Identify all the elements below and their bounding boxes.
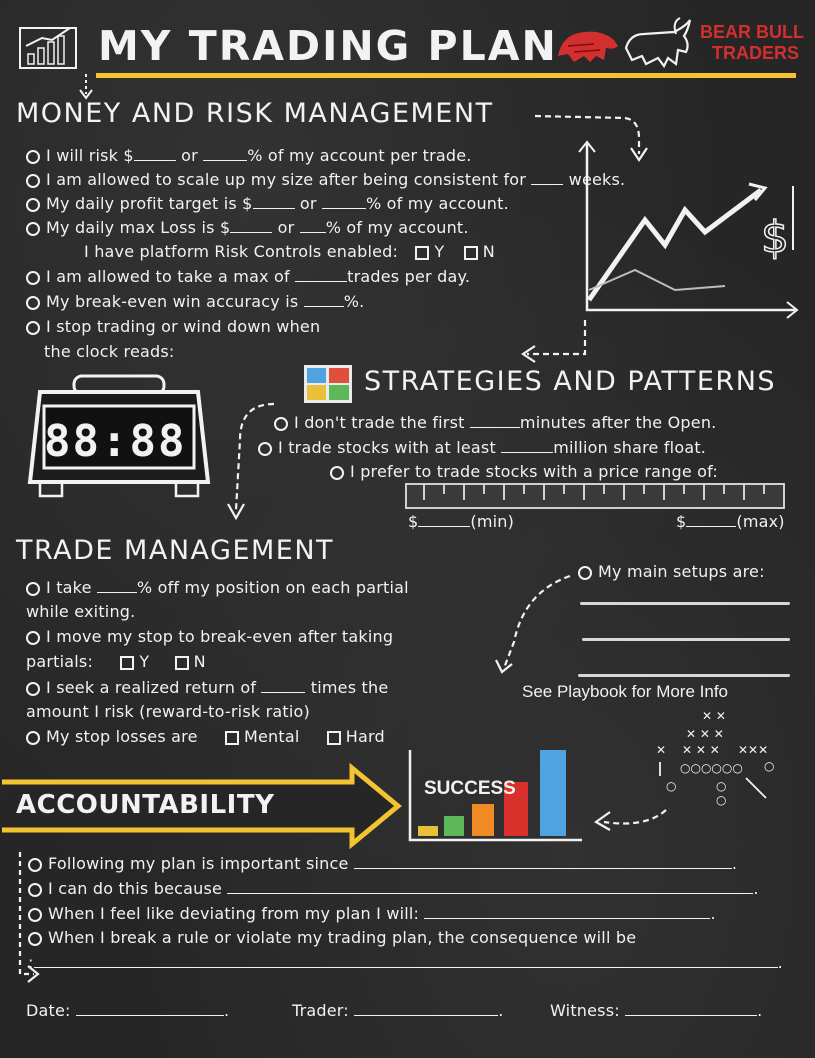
profit-percent-field[interactable]: [322, 194, 366, 209]
text: My main setups are:: [598, 562, 765, 581]
success-label: SUCCESS: [424, 778, 516, 799]
text: My daily profit target is $: [46, 194, 253, 213]
text: I will risk $: [46, 146, 134, 165]
bullet-icon: [26, 682, 40, 696]
bullet-icon: [28, 932, 42, 946]
text: I move my stop to break-even after taking: [46, 627, 394, 646]
svg-text:✕ ✕ ✕: ✕ ✕ ✕: [686, 727, 724, 741]
bullet-icon: [26, 582, 40, 596]
text: Following my plan is important since: [48, 854, 349, 873]
risk-controls-no-checkbox[interactable]: [464, 246, 478, 260]
page-title: MY TRADING PLAN: [98, 22, 558, 70]
period: .: [777, 953, 783, 972]
section-heading-accountability: ACCOUNTABILITY: [16, 790, 275, 820]
breakeven-no-checkbox[interactable]: [175, 656, 189, 670]
text: Hard: [345, 727, 385, 746]
account-line-2: [28, 879, 759, 898]
svg-text:✕✕✕: ✕✕✕: [738, 743, 769, 757]
bullet-icon: [28, 883, 42, 897]
period: .: [731, 854, 738, 873]
chart-doodle-icon: [18, 22, 80, 74]
dotted-arrow-icon: [210, 400, 280, 530]
bullet-icon: [26, 296, 40, 310]
period: .: [223, 1001, 230, 1020]
playbook-note: See Playbook for More Info: [522, 682, 729, 701]
text: % of my account.: [365, 194, 509, 213]
text: :: [28, 953, 34, 972]
consequence-field[interactable]: [34, 953, 778, 968]
trade-line-2b: [26, 652, 206, 671]
trade-line-3b: amount I risk (reward-to-risk ratio): [26, 702, 310, 721]
stop-mental-checkbox[interactable]: [225, 731, 239, 745]
period: .: [498, 1001, 504, 1020]
min-price-field[interactable]: [418, 512, 470, 527]
max-trades-field[interactable]: [295, 267, 347, 282]
text: Y: [434, 242, 445, 261]
bullet-icon: [578, 566, 592, 580]
stop-hard-checkbox[interactable]: [327, 731, 341, 745]
text: million share float.: [553, 438, 707, 457]
text: partials:: [26, 652, 94, 671]
trade-line-3: [26, 678, 388, 697]
bullet-icon: [330, 466, 344, 480]
text: weeks.: [568, 170, 626, 189]
dotted-arrow-icon: [80, 72, 100, 100]
text: I stop trading or wind down when: [46, 317, 321, 336]
text: (min): [470, 512, 515, 531]
bullet-icon: [26, 198, 40, 212]
risk-dollar-field[interactable]: [134, 146, 176, 161]
rising-chart-icon: [575, 140, 805, 320]
text: (max): [736, 512, 785, 531]
text: times the: [310, 678, 389, 697]
price-max: [676, 512, 785, 531]
footer-trader: [292, 1001, 504, 1020]
text: Trader:: [292, 1001, 349, 1020]
risk-controls-yes-checkbox[interactable]: [415, 246, 429, 260]
text: N: [482, 242, 495, 261]
weeks-field[interactable]: [531, 170, 563, 185]
plan-importance-field[interactable]: [354, 854, 732, 869]
breakeven-yes-checkbox[interactable]: [120, 656, 134, 670]
account-line-4b: [28, 953, 783, 972]
brand-line-1: BEAR BULL: [700, 22, 804, 42]
period: .: [753, 879, 759, 898]
text: % off my position on each partial: [136, 578, 409, 597]
risk-percent-field[interactable]: [203, 146, 247, 161]
setups-label: [578, 562, 765, 581]
money-line-8b: the clock reads:: [44, 342, 175, 361]
svg-text:○: ○: [716, 779, 727, 793]
text: I take: [46, 578, 92, 597]
text: I am allowed to scale up my size after being consistent for: [46, 170, 527, 189]
brand-name: [700, 22, 804, 64]
bullet-icon: [26, 222, 40, 236]
money-line-5: [84, 242, 495, 261]
float-field[interactable]: [501, 438, 553, 453]
text: minutes after the Open.: [519, 413, 717, 432]
section-heading-strategies: STRATEGIES AND PATTERNS: [364, 366, 777, 397]
date-field[interactable]: [76, 1001, 224, 1016]
max-price-field[interactable]: [686, 512, 736, 527]
money-line-2: [26, 170, 625, 189]
deviation-field[interactable]: [424, 904, 710, 919]
svg-text:$: $: [761, 212, 789, 263]
dotted-arrow-icon: [515, 318, 595, 360]
bullet-icon: [26, 271, 40, 285]
price-range-ruler[interactable]: [404, 482, 788, 512]
text: $: [676, 512, 687, 531]
bullet-icon: [26, 321, 40, 335]
svg-text:✕ ✕: ✕ ✕: [702, 709, 726, 723]
period: .: [757, 1001, 763, 1020]
trade-line-4: [26, 727, 385, 746]
text: My daily max Loss is $: [46, 218, 231, 237]
text: % of my account per trade.: [247, 146, 472, 165]
footer-witness: [550, 1001, 762, 1020]
strategy-line-3: [330, 462, 718, 481]
title-underline: [96, 73, 796, 78]
pattern-grid-icon: [303, 364, 353, 404]
trade-line-1b: while exiting.: [26, 602, 136, 621]
text: I trade stocks with at least: [278, 438, 496, 457]
period: .: [710, 904, 716, 923]
bullet-icon: [26, 174, 40, 188]
text: When I feel like deviating from my plan I will:: [48, 904, 420, 923]
svg-text:✕ ✕ ✕: ✕ ✕ ✕: [682, 743, 720, 757]
money-line-6: [26, 267, 470, 286]
money-line-4: [26, 218, 469, 237]
text: Witness:: [550, 1001, 620, 1020]
setup-line-2[interactable]: [582, 638, 790, 641]
text: I can do this because: [48, 879, 223, 898]
text: or: [299, 194, 317, 213]
text: I seek a realized return of: [46, 678, 257, 697]
account-line-4: [28, 928, 636, 947]
setup-line-3[interactable]: [578, 674, 790, 677]
dotted-arrow-icon: [494, 572, 574, 680]
bullet-icon: [28, 858, 42, 872]
svg-text:○○○○○○: ○○○○○○: [680, 761, 743, 775]
text: I don't trade the first: [294, 413, 465, 432]
witness-field[interactable]: [625, 1001, 757, 1016]
money-line-7: [26, 292, 364, 311]
text: or: [277, 218, 295, 237]
text: Date:: [26, 1001, 71, 1020]
money-line-1: [26, 146, 472, 165]
trade-line-1: [26, 578, 409, 597]
maxloss-dollar-field[interactable]: [230, 218, 272, 233]
partial-percent-field[interactable]: [97, 578, 137, 593]
price-min: [408, 512, 514, 531]
account-line-1: [28, 854, 737, 873]
money-line-3: [26, 194, 509, 213]
text: When I break a rule or violate my trading plan, the consequence will be: [48, 928, 637, 947]
text: My break-even win accuracy is: [46, 292, 299, 311]
win-accuracy-field[interactable]: [304, 292, 344, 307]
text: Mental: [243, 727, 300, 746]
text: My stop losses are: [46, 727, 198, 746]
section-heading-trade: TRADE MANAGEMENT: [16, 535, 335, 566]
money-line-8: [26, 317, 320, 336]
bullet-icon: [28, 908, 42, 922]
profit-dollar-field[interactable]: [253, 194, 295, 209]
svg-text:○: ○: [666, 779, 677, 793]
reward-ratio-field[interactable]: [261, 678, 305, 693]
svg-text:✕: ✕: [656, 743, 667, 757]
clock-readout: 88:88: [44, 416, 187, 467]
text: % of my account.: [325, 218, 469, 237]
svg-text:○: ○: [764, 759, 775, 773]
dotted-arrow-icon: [586, 786, 672, 836]
footer-date: [26, 1001, 229, 1020]
bear-logo-icon: [554, 26, 620, 64]
trade-line-2: [26, 627, 393, 646]
bull-logo-icon: [620, 18, 696, 68]
text: or: [181, 146, 198, 165]
bullet-icon: [26, 631, 40, 645]
strategy-line-1: [274, 413, 716, 432]
maxloss-percent-field[interactable]: [300, 218, 326, 233]
bullet-icon: [26, 731, 40, 745]
can-do-field[interactable]: [227, 879, 753, 894]
text: I prefer to trade stocks with a price range of:: [350, 462, 719, 481]
text: N: [193, 652, 206, 671]
text: I have platform Risk Controls enabled:: [84, 242, 399, 261]
text: $: [408, 512, 419, 531]
account-line-3: [28, 904, 716, 923]
section-heading-money: MONEY AND RISK MANAGEMENT: [16, 98, 494, 129]
trader-field[interactable]: [354, 1001, 498, 1016]
text: I am allowed to take a max of: [46, 267, 290, 286]
bullet-icon: [26, 150, 40, 164]
text: trades per day.: [347, 267, 471, 286]
svg-text:○: ○: [716, 793, 727, 807]
setup-line-1[interactable]: [580, 602, 790, 605]
text: %.: [343, 292, 365, 311]
text: Y: [139, 652, 150, 671]
minutes-field[interactable]: [470, 413, 520, 428]
strategy-line-2: [258, 438, 706, 457]
brand-line-2: TRADERS: [712, 43, 800, 63]
